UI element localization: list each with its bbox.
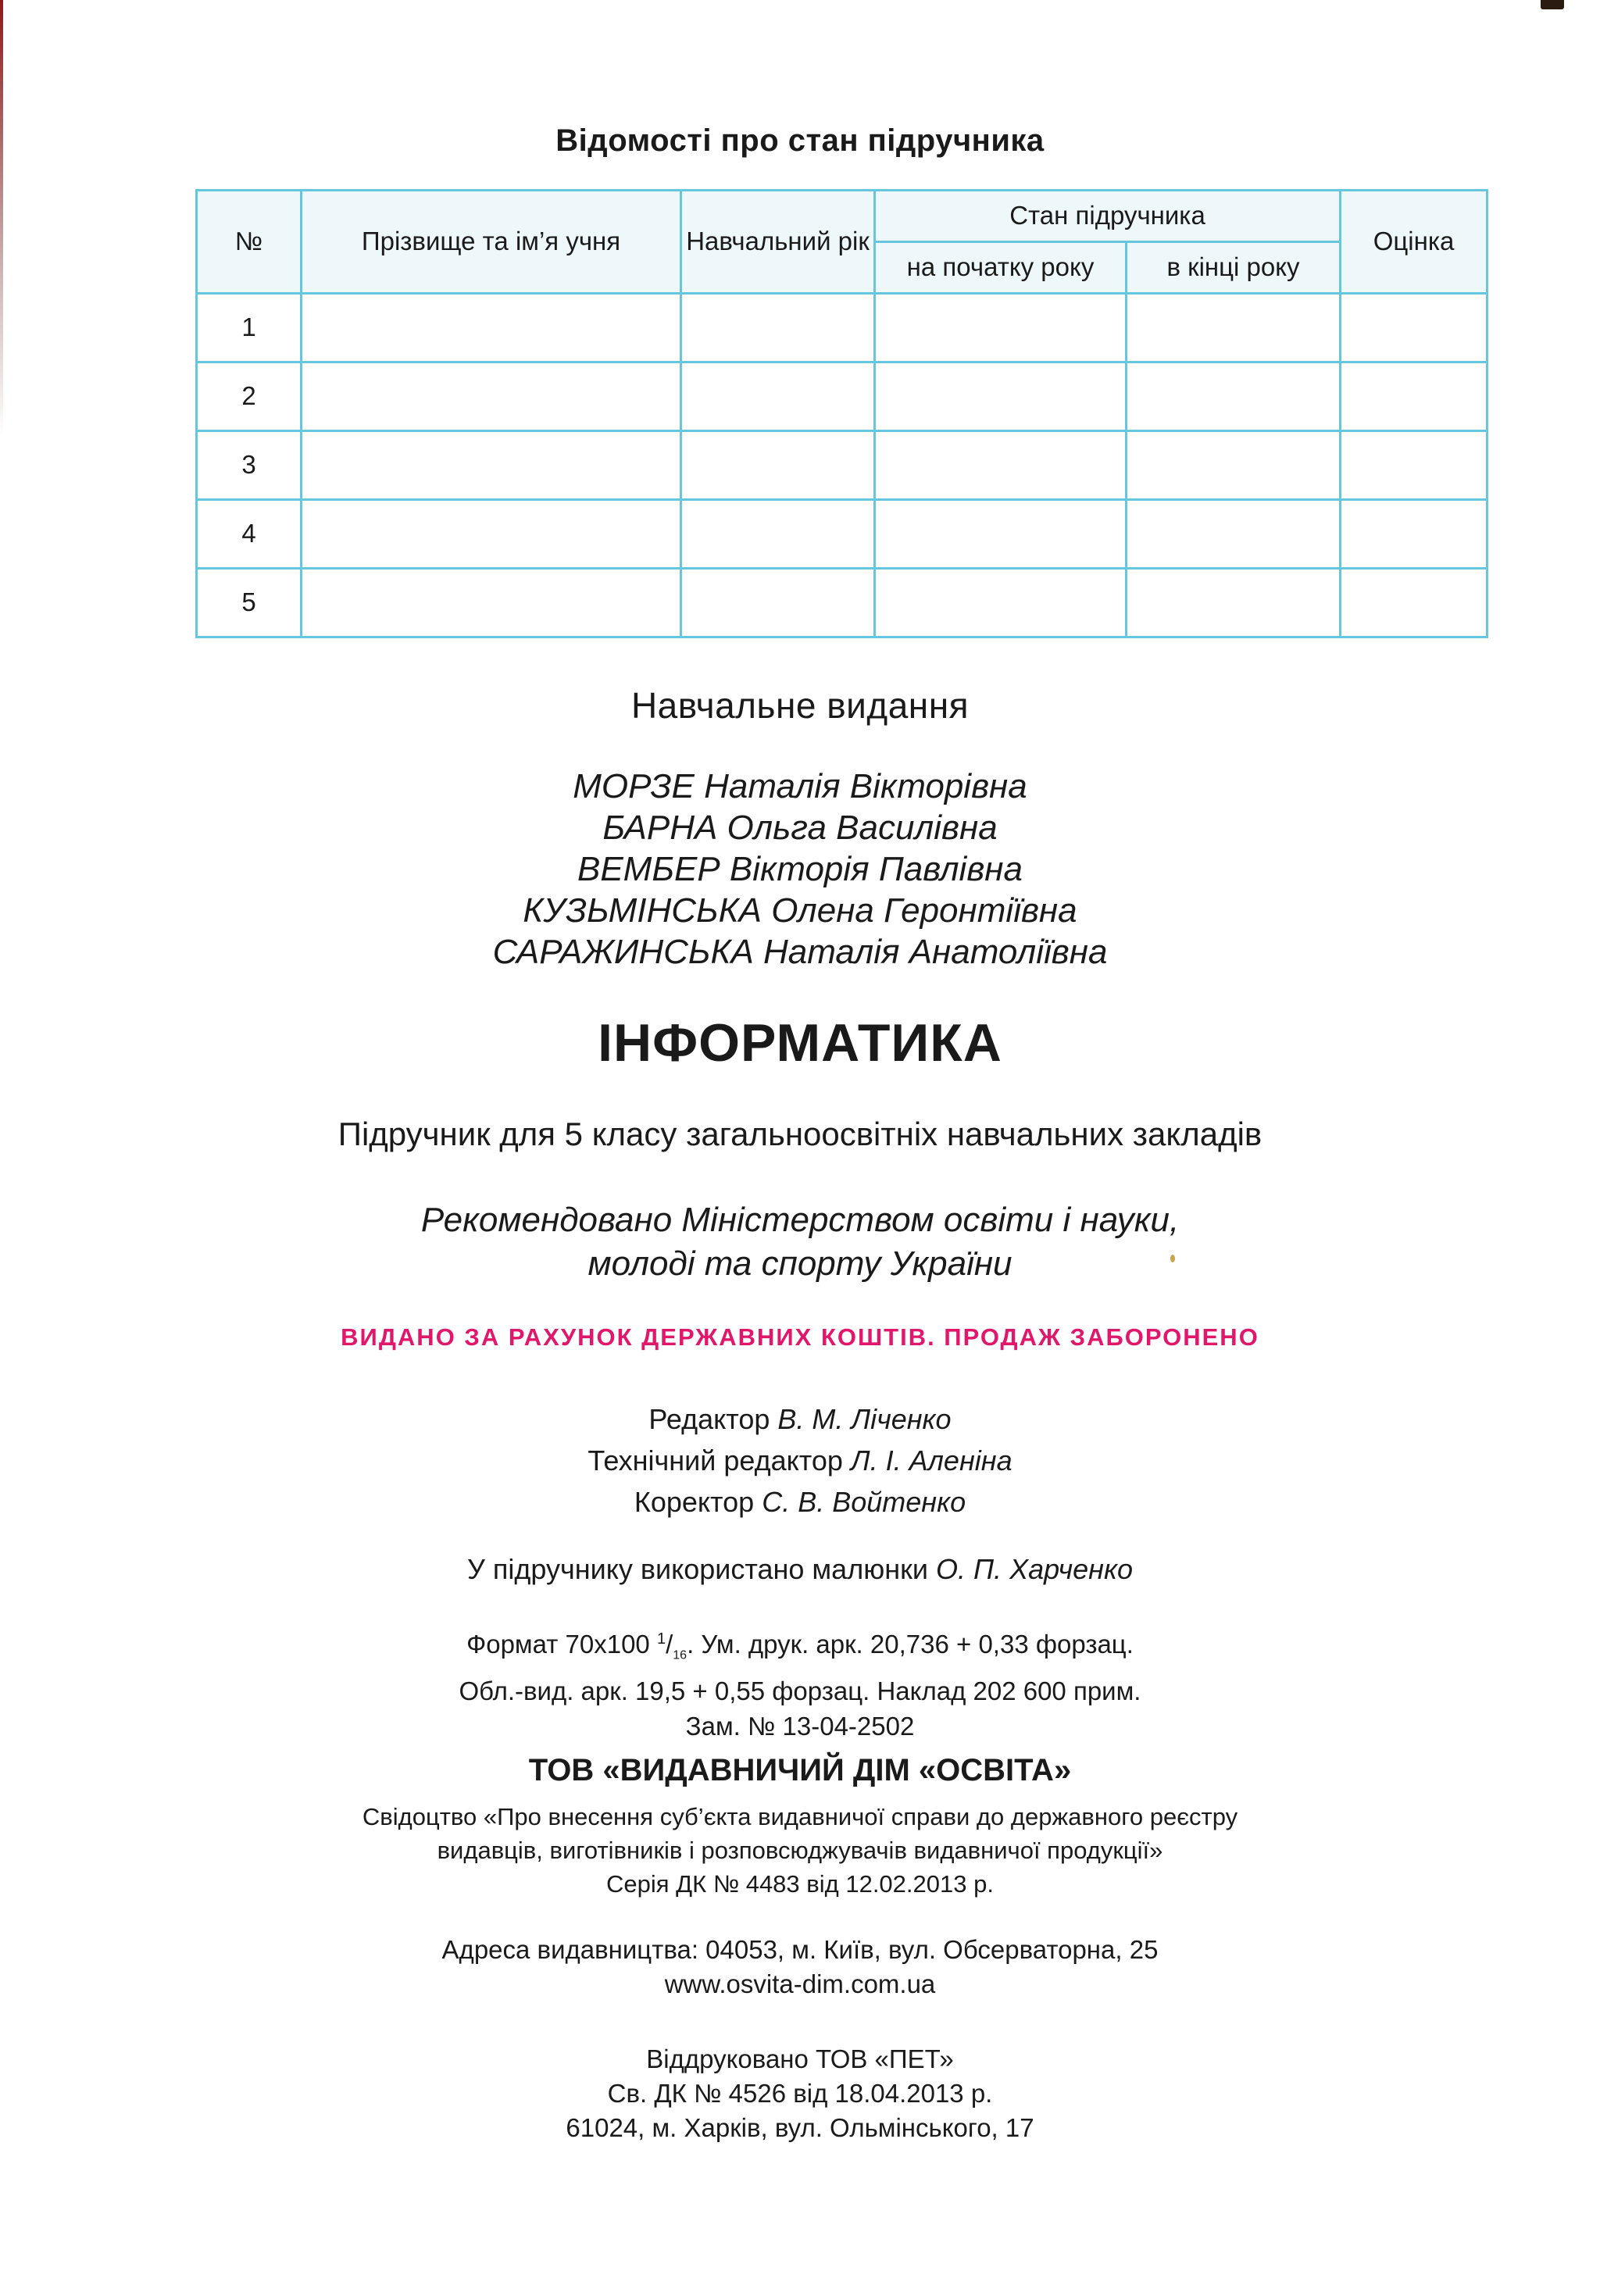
grade-cell [1341,294,1488,362]
illustrations-credit [0,1553,1600,1586]
year-cell [681,431,875,500]
printer-line: 61024, м. Харків, вул. Ольмінського, 17 [566,2113,1034,2142]
row-number: 5 [197,569,302,637]
end-cell [1127,294,1341,362]
year-cell [681,569,875,637]
grade-cell [1341,431,1488,500]
header-condition-start: на початку року [875,242,1127,294]
header-condition: Стан підручника [875,191,1341,242]
table-row [197,569,1488,637]
header-number: № [197,191,302,294]
book-title: ІНФОРМАТИКА [598,1013,1002,1073]
start-cell [875,500,1127,569]
name-cell [302,294,681,362]
publisher-address [0,1933,1600,2001]
credit-line [0,1481,1600,1523]
start-cell [875,431,1127,500]
header-student-name: Прізвище та ім’я учня [302,191,681,294]
end-cell [1127,431,1341,500]
credit-name: В. М. Ліченко [777,1403,952,1435]
table-row [197,362,1488,431]
table-row [197,431,1488,500]
printer-info [0,2042,1600,2145]
grade-cell [1341,569,1488,637]
edition-type: Навчальне видання [630,685,970,726]
grade-cell [1341,500,1488,569]
ministry-recommendation [0,1198,1600,1286]
header-condition-end: в кінці року [1127,242,1341,294]
table-title: Відомості про стан підручника [555,123,1045,158]
end-cell [1127,569,1341,637]
end-cell [1127,362,1341,431]
row-number: 4 [197,500,302,569]
scan-mark [1541,0,1564,9]
header-grade: Оцінка [1341,191,1488,294]
recommendation-line: молоді та спорту України [588,1244,1012,1283]
author: САРАЖИНСЬКА Наталія Анатоліївна [492,933,1108,971]
address-line: Адреса видавництва: 04053, м. Київ, вул. Обсерваторна, 25 [441,1935,1159,1964]
row-number: 3 [197,431,302,500]
start-cell [875,294,1127,362]
illustrations-text: У підручнику використано малюнки [466,1553,928,1585]
website: www.osvita-dim.com.ua [664,1969,936,1998]
illustrator-name: О. П. Харченко [935,1553,1133,1585]
fraction-denominator: 16 [673,1648,688,1662]
author: ВЕМБЕР Вікторія Павлівна [577,850,1023,888]
format-prefix: Формат 70х100 [466,1630,650,1659]
start-cell [875,569,1127,637]
row-number: 1 [197,294,302,362]
certificate-line: видавців, виготівників і розповсюджувачів видавничої продукції» [437,1837,1163,1864]
print-format [0,1622,1600,1744]
credit-line [0,1398,1600,1440]
grade-cell [1341,362,1488,431]
textbook-condition-table [195,189,1488,638]
publisher-certificate [0,1800,1600,1901]
author: КУЗЬМІНСЬКА Олена Геронтіївна [523,891,1077,930]
format-line: Обл.-вид. арк. 19,5 + 0,55 форзац. Наклад 202 600 прим. [459,1676,1141,1705]
credit-name: Л. І. Аленіна [850,1444,1012,1477]
format-line: Формат 70х100 $^1/_{16}$. Ум. друк. арк. 20,736 + 0,33 форзац. [466,1630,1134,1662]
recommendation-line: Рекомендовано Міністерством освіти і науки, [420,1201,1180,1239]
order-number: Зам. № 13-04-2502 [685,1711,915,1741]
authors-list [0,766,1600,973]
credit-role: Коректор [634,1486,755,1518]
end-cell [1127,500,1341,569]
author: БАРНА Ольга Василівна [602,809,998,847]
publisher-name: ТОВ «ВИДАВНИЧИЙ ДІМ «ОСВІТА» [528,1753,1072,1787]
name-cell [302,500,681,569]
certificate-line: Свідоцтво «Про внесення суб’єкта видавничої справи до державного реєстру [362,1803,1238,1830]
row-number: 2 [197,362,302,431]
header-school-year: Навчальний рік [681,191,875,294]
table-row [197,294,1488,362]
printer-line: Віддруковано ТОВ «ПЕТ» [646,2044,954,2073]
credit-role: Редактор [648,1403,770,1435]
name-cell [302,431,681,500]
name-cell [302,362,681,431]
author: МОРЗЕ Наталія Вікторівна [573,767,1027,805]
year-cell [681,500,875,569]
credit-role: Технічний редактор [588,1444,843,1477]
scan-edge [0,0,3,437]
start-cell [875,362,1127,431]
credit-line [0,1440,1600,1481]
printer-line: Св. ДК № 4526 від 18.04.2013 р. [607,2079,993,2108]
certificate-line: Серія ДК № 4483 від 12.02.2013 р. [606,1870,994,1898]
fraction-numerator: 1 [656,1630,666,1648]
book-subtitle: Підручник для 5 класу загальноосвітніх навчальних закладів [338,1116,1262,1152]
credits [0,1398,1600,1523]
print-speck [1170,1255,1175,1262]
credit-name: С. В. Войтенко [762,1486,966,1518]
table-row [197,500,1488,569]
format-suffix: . Ум. друк. арк. 20,736 + 0,33 форзац. [687,1630,1134,1659]
year-cell [681,362,875,431]
name-cell [302,569,681,637]
year-cell [681,294,875,362]
sale-prohibited-notice: ВИДАНО ЗА РАХУНОК ДЕРЖАВНИХ КОШТІВ. ПРОДАЖ ЗАБОРОНЕНО [341,1323,1259,1351]
